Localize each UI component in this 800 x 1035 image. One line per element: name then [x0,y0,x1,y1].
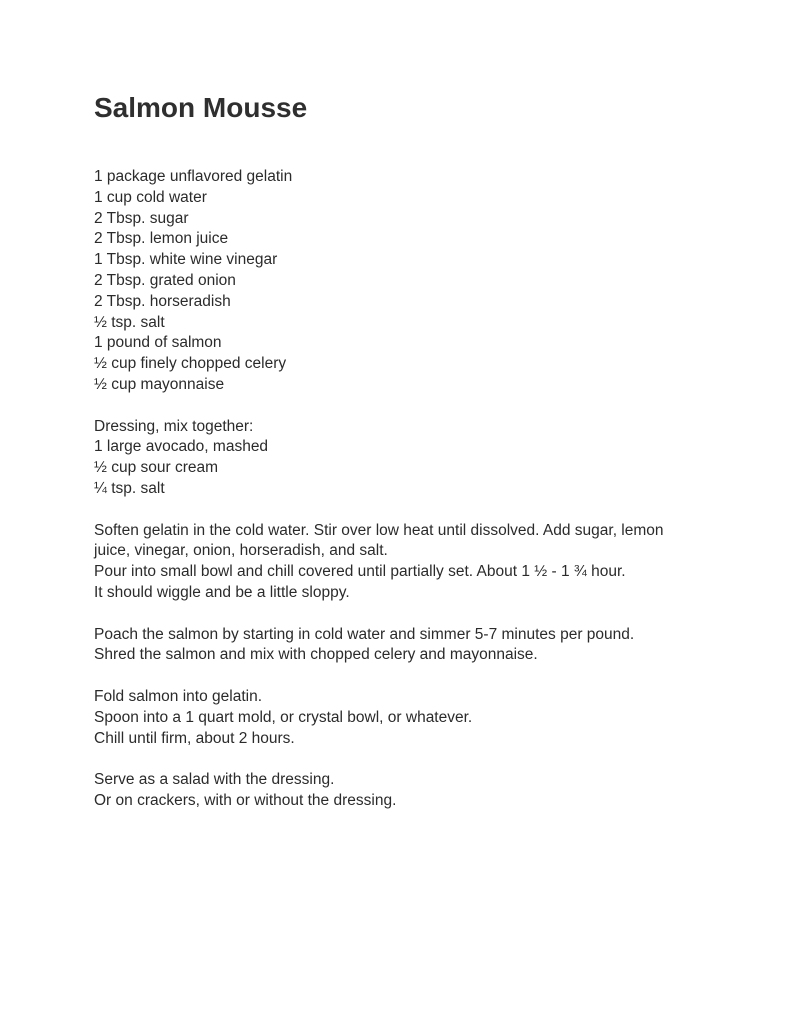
paragraph-gap [94,749,754,770]
ingredients-list [94,167,754,396]
instruction-line: Or on crackers, with or without the dressing. [94,791,397,809]
serve-step [94,770,754,812]
instruction-line: Soften gelatin in the cold water. Stir over low heat until dissolved. Add sugar, lemon juice, vinegar, onion, horseradish, and salt. [94,521,664,560]
instruction-line: Poach the salmon by starting in cold water and simmer 5-7 minutes per pound. [94,625,635,643]
instruction-line: Fold salmon into gelatin. [94,687,263,705]
mold-step [94,687,754,749]
paragraph-gap [94,604,754,625]
ingredient-item: 1 package unflavored gelatin [94,168,293,185]
ingredient-item: 2 Tbsp. sugar [94,209,189,227]
paragraph-gap [94,396,754,417]
paragraph-gap [94,500,754,521]
ingredient-item: 2 Tbsp. horseradish [94,292,231,310]
dressing-heading: Dressing, mix together: [94,417,254,435]
recipe-body [94,167,754,812]
instruction-line: Shred the salmon and mix with chopped celery and mayonnaise. [94,646,538,664]
dressing-item: ¼ tsp. salt [94,479,165,497]
ingredient-item: 1 cup cold water [94,188,207,206]
ingredient-item: 1 Tbsp. white wine vinegar [94,251,278,269]
instruction-line: Pour into small bowl and chill covered until partially set. About 1 ½ - 1 ¾ hour. [94,563,626,581]
dressing-item: 1 large avocado, mashed [94,438,269,456]
dressing-item: ½ cup sour cream [94,459,219,477]
salmon-step [94,625,754,667]
ingredient-item: ½ tsp. salt [94,313,165,331]
instruction-line: Serve as a salad with the dressing. [94,771,335,789]
ingredient-item: 2 Tbsp. grated onion [94,271,236,289]
instruction-line: Chill until firm, about 2 hours. [94,729,295,747]
paragraph-gap [94,666,754,687]
ingredient-item: 2 Tbsp. lemon juice [94,230,229,248]
instruction-line: Spoon into a 1 quart mold, or crystal bowl, or whatever. [94,708,473,726]
ingredient-item: ½ cup mayonnaise [94,375,225,393]
ingredient-item: 1 pound of salmon [94,334,222,352]
recipe-title: Salmon Mousse [94,92,308,123]
dressing-section [94,417,754,500]
gelatin-step [94,521,754,604]
ingredient-item: ½ cup finely chopped celery [94,355,287,373]
instruction-line: It should wiggle and be a little sloppy. [94,583,350,601]
